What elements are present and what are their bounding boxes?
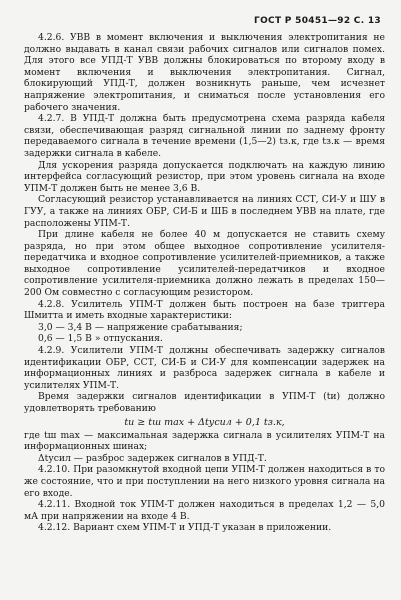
paragraph-cable-length: При длине кабеля не более 40 м допускается не ставить схему разряда, но при этом общее выходное сопротивление усилителя-передатчика и входное сопротивление усилителей-приемников, а также выходное сопротивление усилителей-передатчиков и входное сопротивление усилителя-приемника должно лежать в пределах 150—200 Ом совместно с согласующим резистором. [24, 229, 385, 299]
paragraph-4-2-7: 4.2.7. В УПД-Т должна быть предусмотрена схема разряда кабеля связи, обеспечивающая разряд сигнальной линии по заднему фронту передаваемого сигнала в течение времени (1,5—2) tз.к, где tз.к — время задержки сигнала в кабеле. [24, 113, 385, 159]
delay-formula: tи ≥ tш max + Δtусил + 0,1 tз.к, [124, 416, 285, 428]
page-header: ГОСТ Р 50451—92 С. 13 [254, 16, 381, 26]
paragraph-4-2-10: 4.2.10. При разомкнутой входной цепи УПМ-Т должен находиться в то же состояние, что и при поступлении на него низкого уровня сигнала на его входе. [24, 464, 385, 499]
formula-where-spread: Δtусил — разброс задержек сигналов в УПД-Т. [38, 452, 267, 464]
paragraph-4-2-12: 4.2.12. Вариант схем УПМ-Т и УПД-Т указан в приложении. [38, 522, 332, 534]
paragraph-4-2-9: 4.2.9. Усилители УПМ-Т должны обеспечивать задержку сигналов идентификации ОБР, ССТ, СИ-Б и СИ-У для компенсации задержек на информационных линиях и разброса задержек сигнала в кабеле и усилителях УПМ-Т. [24, 345, 385, 391]
paragraph-delay-time: Время задержки сигналов идентификации в УПМ-Т (tи) должно удовлетворять требованию [24, 391, 385, 414]
paragraph-matching-resistor: Согласующий резистор устанавливается на линиях ССТ, СИ-У и ШУ в ГУУ, а также на линиях ОБР, СИ-Б и ШБ в последнем УВВ на плате, где расположены УПМ-Т. [24, 194, 385, 229]
paragraph-discharge-acceleration: Для ускорения разряда допускается подключать на каждую линию интерфейса согласующий резистор, при этом уровень сигнала на входе УПМ-Т должен быть не менее 3,6 В. [24, 159, 385, 194]
formula-where-max-delay: где tш max — максимальная задержка сигнала в усилителях УПМ-Т на информационных шинах; [24, 429, 385, 453]
paragraph-4-2-11: 4.2.11. Входной ток УПМ-Т должен находиться в пределах 1,2 — 5,0 мА при напряжении на входе 4 В. [24, 499, 385, 522]
paragraph-4-2-6: 4.2.6. УВВ в момент включения и выключения электропитания не должно выдавать в канал связи рабочих сигналов или сигналов помех. Для этого все УПД-Т УВВ должны блокироваться по второму входу в момент включения и выключения электропитания. Сигнал, блокирующий УПД-Т, должен возникнуть раньше, чем исчезнет напряжение электропитания, и сниматься после установления его рабочего значения. [24, 32, 385, 113]
characteristic-release-voltage: 0,6 — 1,5 В » отпускания. [38, 333, 163, 345]
characteristic-trigger-voltage: 3,0 — 3,4 В — напряжение срабатывания; [38, 321, 243, 333]
paragraph-4-2-8: 4.2.8. Усилитель УПМ-Т должен быть построен на базе триггера Шмитта и иметь входные характеристики: [24, 298, 385, 322]
